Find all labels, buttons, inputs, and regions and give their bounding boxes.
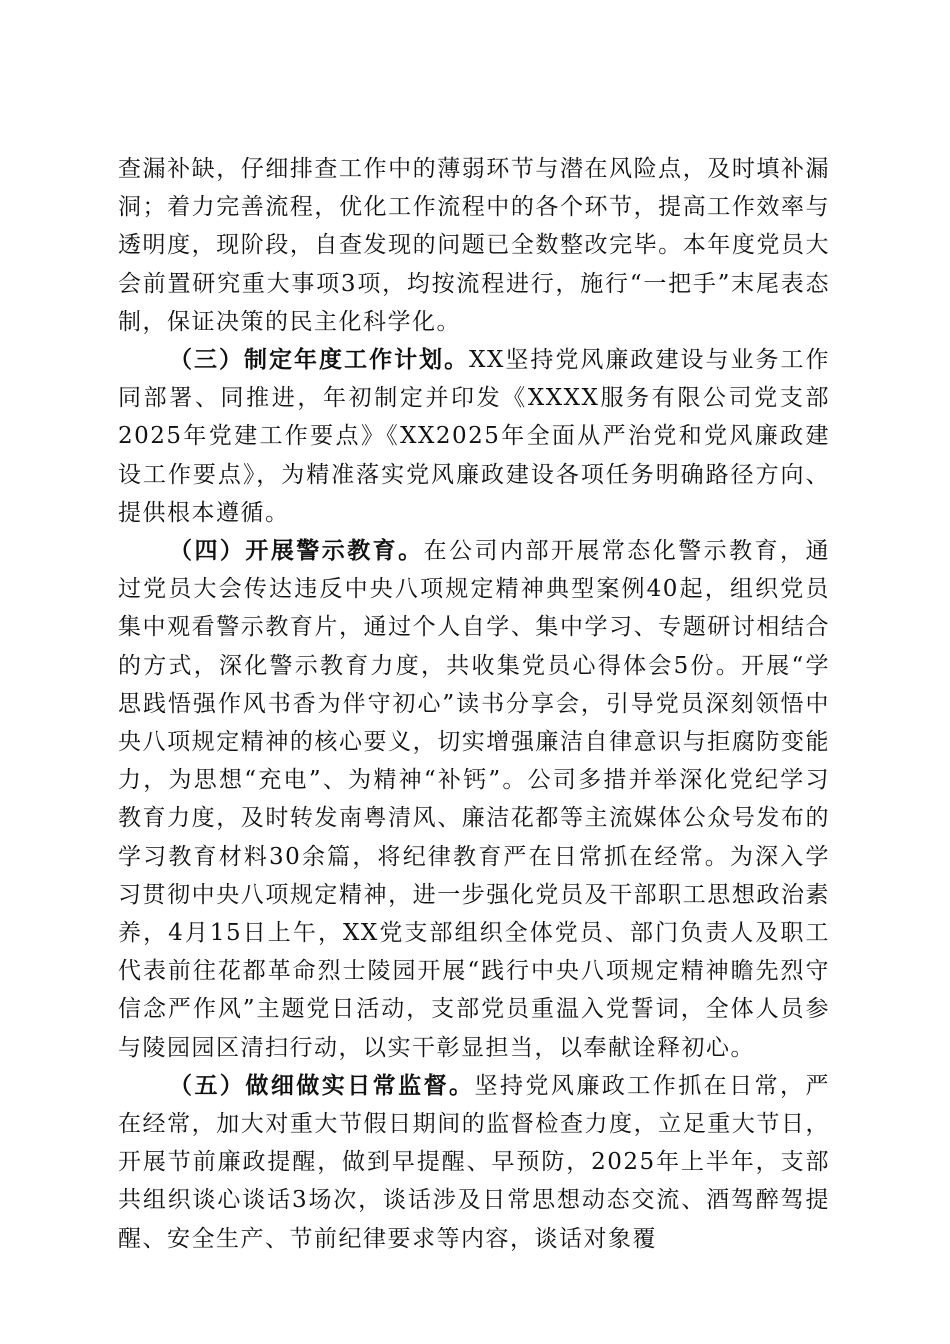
- paragraph-text: XX坚持党风廉政建设与业务工作同部署、同推进，年初制定并印发《XXXX服务有限公司党支部2025年党建工作要点》《XX2025年全面从严治党和党风廉政建设工作要点》，为精准落实党风廉政建设各项任务明确路径方向、提供根本遵循。: [118, 347, 831, 526]
- paragraph-daily-supervision: [118, 1067, 830, 1258]
- section-heading-3: （三）制定年度工作计划。: [169, 346, 470, 374]
- paragraph-text: 在公司内部开展常态化警示教育，通过党员大会传达违反中央八项规定精神典型案例40起，组织党员集中观看警示教育片，通过个人自学、集中学习、专题研讨相结合的方式，深化警示教育力度，共收集党员心得体会5份。开展“学思践悟强作风书香为伴守初心”读书分享会，引导党员深刻领悟中央八项规定精神的核心要义，切实增强廉洁自律意识与拒腐防变能力，为思想“充电”、为精神“补钙”。公司多措并举深化党纪学习教育力度，及时转发南粤清风、廉洁花都等主流媒体公众号发布的学习教育材料30余篇，将纪律教育严在日常抓在经常。为深入学习贯彻中央八项规定精神，进一步强化党员及干部职工思想政治素养，4月15日上午，XX党支部组织全体党员、部门负责人及职工代表前往花都革命烈士陵园开展“践行中央八项规定精神瞻先烈守信念严作风”主题党日活动，支部党员重温入党誓词，全体人员参与陵园园区清扫行动，以实干彰显担当，以奉献诠释初心。: [118, 538, 831, 1061]
- paragraph-text: 查漏补缺，仔细排查工作中的薄弱环节与潜在风险点，及时填补漏洞；着力完善流程，优化工作流程中的各个环节，提高工作效率与透明度，现阶段，自查发现的问题已全数整改完毕。本年度党员大会前置研究重大事项3项，均按流程进行，施行“一把手”末尾表态制，保证决策的民主化科学化。: [118, 156, 830, 335]
- section-heading-4: （四）开展警示教育。: [169, 537, 424, 565]
- paragraph-annual-plan: [118, 341, 830, 532]
- paragraph-warning-education: [118, 532, 830, 1067]
- paragraph-continued: [118, 150, 830, 341]
- section-heading-5: （五）做细做实日常监督。: [169, 1071, 475, 1099]
- document-page: [118, 150, 830, 1258]
- paragraph-text: 坚持党风廉政工作抓在日常，严在经常，加大对重大节假日期间的监督检查力度，立足重大节日，开展节前廉政提醒，做到早提醒、早预防，2025年上半年，支部共组织谈心谈话3场次，谈话涉及日常思想动态交流、酒驾醉驾提醒、安全生产、节前纪律要求等内容，谈话对象覆: [118, 1072, 831, 1252]
